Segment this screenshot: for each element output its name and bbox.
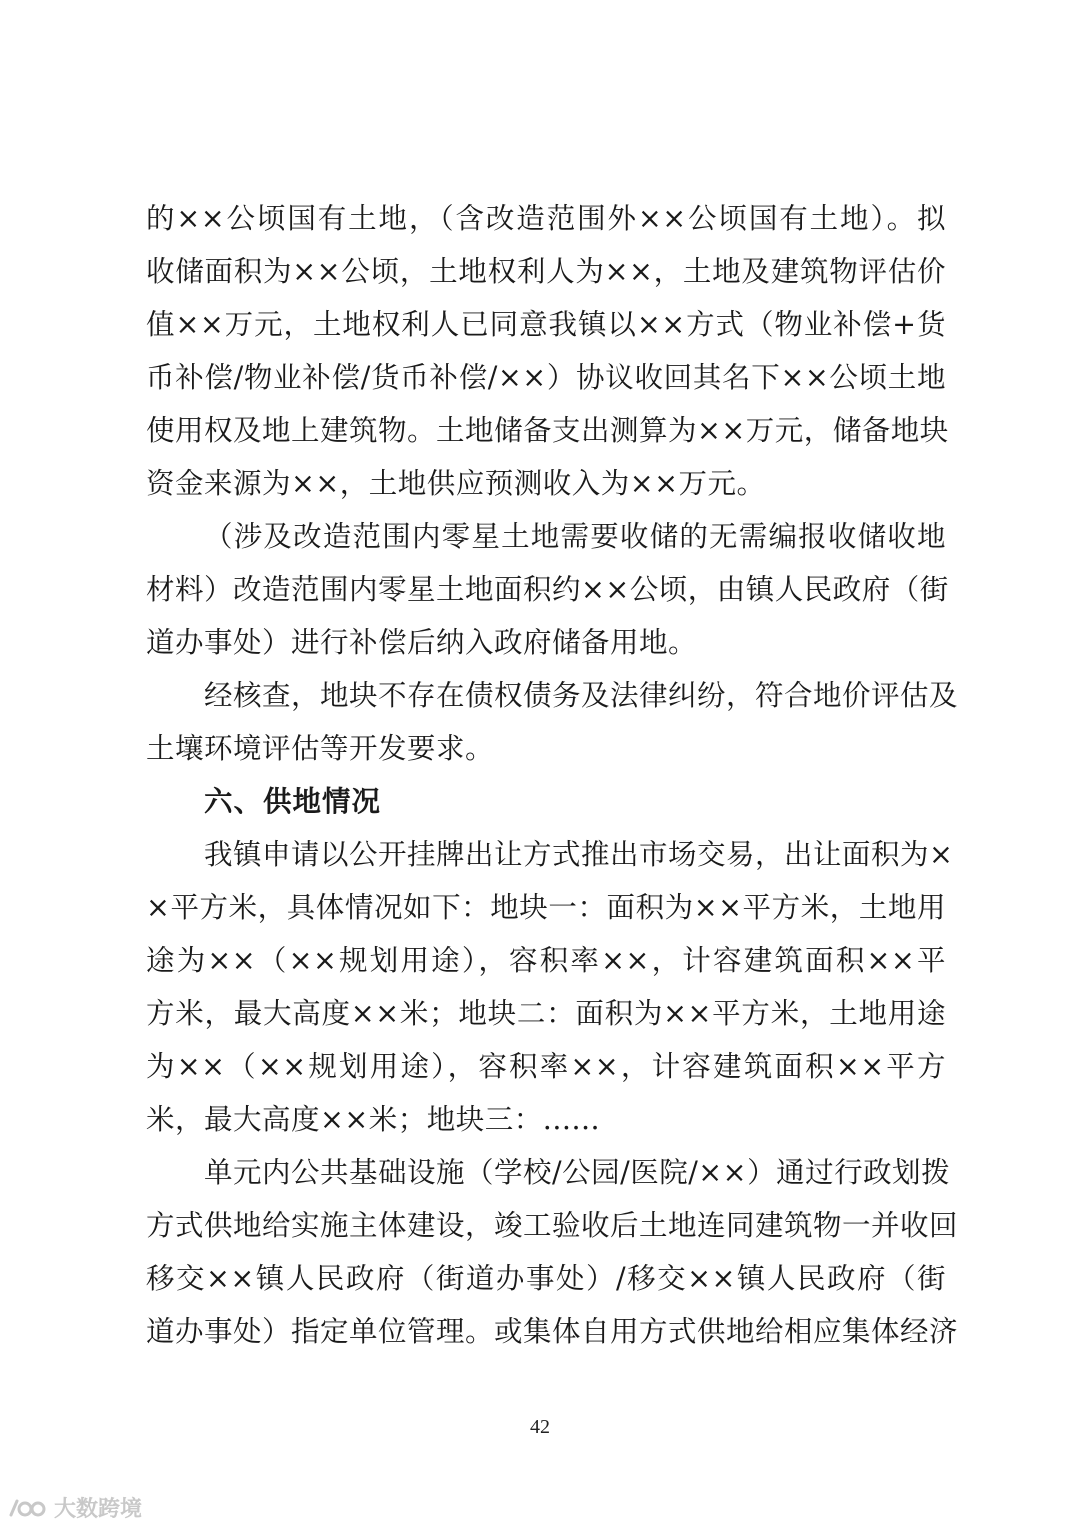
text-line: 道办事处）指定单位管理。或集体自用方式供地给相应集体经济	[146, 1315, 959, 1348]
text-line: 资金来源为××，土地供应预测收入为××万元。	[146, 467, 766, 500]
text-line: 我镇申请以公开挂牌出让方式推出市场交易，出让面积为×	[204, 838, 954, 871]
text-line: 土壤环境评估等开发要求。	[146, 732, 495, 765]
text-line: 值××万元，土地权利人已同意我镇以××方式（物业补偿+货	[146, 308, 946, 341]
text-line: 道办事处）进行补偿后纳入政府储备用地。	[146, 626, 698, 659]
text-line: 途为××（××规划用途），容积率××，计容建筑面积××平	[146, 944, 946, 977]
text-line: 方米，最大高度××米；地块二：面积为××平方米，土地用途	[146, 997, 946, 1030]
paragraph-3	[146, 669, 959, 775]
text-line: 使用权及地上建筑物。土地储备支出测算为××万元，储备地块	[146, 414, 949, 447]
text-line: 币补偿/物业补偿/货币补偿/××）协议收回其名下××公顷土地	[146, 361, 946, 394]
text-line: 方式供地给实施主体建设，竣工验收后土地连同建筑物一并收回	[146, 1209, 959, 1242]
text-line: 移交××镇人民政府（街道办事处）/移交××镇人民政府（街	[146, 1262, 946, 1295]
watermark-text: 大数跨境	[54, 1497, 143, 1522]
text-line: 材料）改造范围内零星土地面积约××公顷，由镇人民政府（街	[146, 573, 949, 606]
text-line: 米，最大高度××米；地块三：......	[146, 1103, 601, 1136]
text-line: 单元内公共基础设施（学校/公园/医院/××）通过行政划拨	[204, 1156, 951, 1189]
text-line: 经核查，地块不存在债权债务及法律纠纷，符合地价评估及	[204, 679, 959, 712]
section-heading: 六、供地情况	[204, 785, 382, 818]
paragraph-1	[146, 192, 949, 510]
document-body	[146, 192, 959, 1358]
text-line: 为××（××规划用途），容积率××，计容建筑面积××平方	[146, 1050, 946, 1083]
text-line: 的××公顷国有土地，（含改造范围外××公顷国有土地）。拟	[146, 202, 946, 235]
paragraph-4	[146, 828, 954, 1146]
paragraph-2	[146, 510, 949, 669]
text-line: 收储面积为××公顷，土地权利人为××，土地及建筑物评估价	[146, 255, 946, 288]
text-line: ×平方米，具体情况如下：地块一：面积为××平方米，土地用	[146, 891, 946, 924]
watermark	[8, 1492, 142, 1523]
brand-logo-icon	[8, 1496, 48, 1520]
text-line: （涉及改造范围内零星土地需要收储的无需编报收储收地	[204, 520, 946, 553]
paragraph-5	[146, 1146, 959, 1358]
page-number: 42	[530, 1416, 550, 1438]
